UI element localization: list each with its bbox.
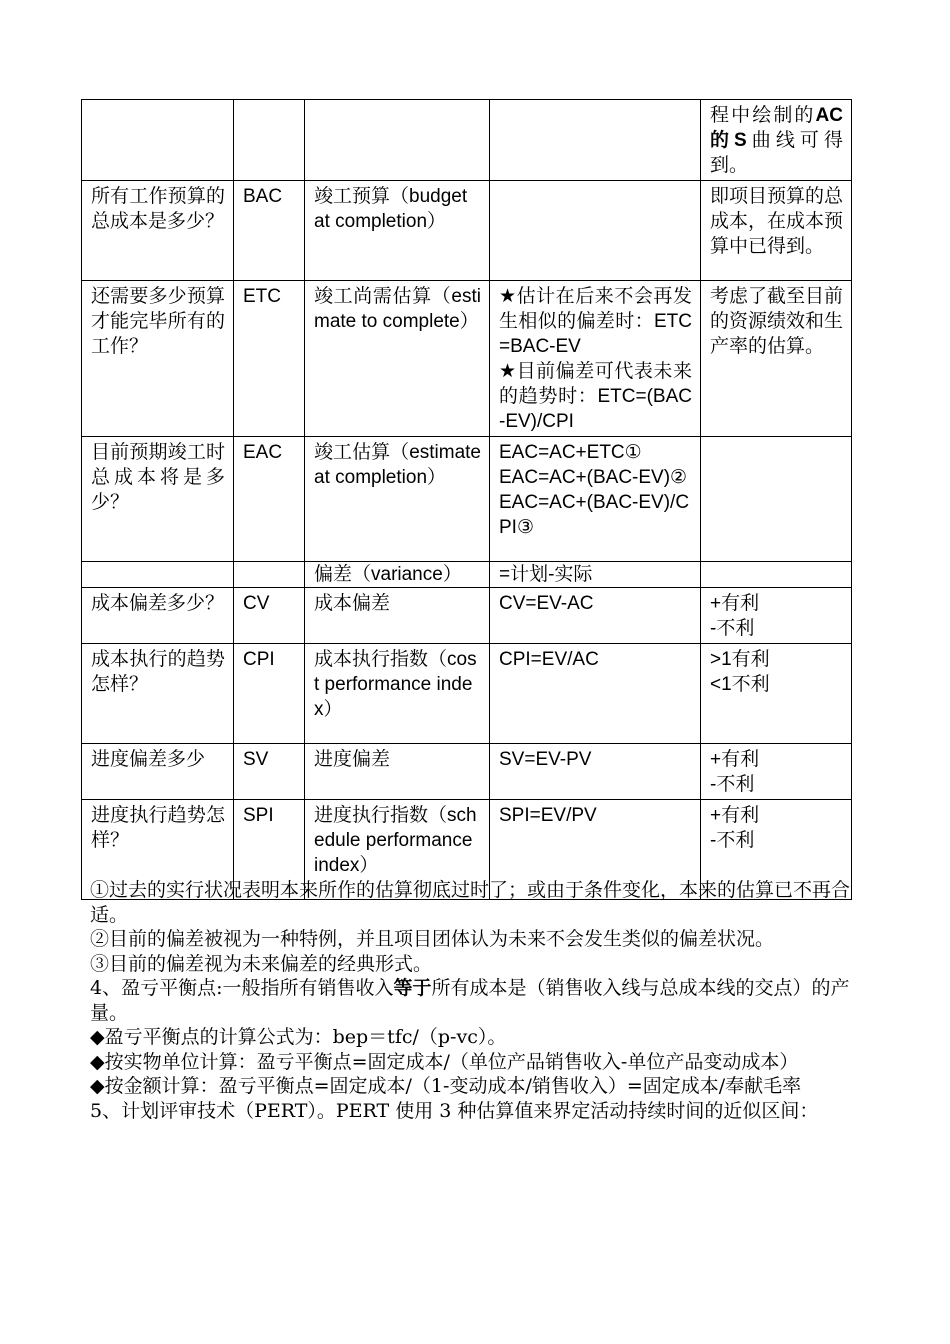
table-row xyxy=(82,744,852,800)
question-cell: 还需要多少预算才能完毕所有的工作？ xyxy=(82,281,234,437)
note-cell: 程中绘制的AC的S曲线可得到。 xyxy=(701,100,852,181)
formula-cell: CPI=EV/AC xyxy=(490,644,701,744)
table-row xyxy=(82,437,852,562)
term-cell: 竣工预算（budget at completion） xyxy=(305,181,490,281)
term-cell: 成本执行指数（cost performance index） xyxy=(305,644,490,744)
abbr-cell: SPI xyxy=(234,800,305,900)
formula-cell: SV=EV-PV xyxy=(490,744,701,800)
formula-cell: EAC=AC+ETC① EAC=AC+(BAC-EV)② EAC=AC+(BAC-EV)/CPI③ xyxy=(490,437,701,562)
table-row xyxy=(82,644,852,744)
term-cell: 竣工估算（estimate at completion） xyxy=(305,437,490,562)
term-cell: 进度偏差 xyxy=(305,744,490,800)
footnote-2: ②目前的偏差被视为一种特例，并且项目团体认为未来不会发生类似的偏差状况。 xyxy=(90,928,775,950)
question-cell: 所有工作预算的总成本是多少？ xyxy=(82,181,234,281)
note-cell: +有利 -不利 xyxy=(701,800,852,900)
question-cell: 进度偏差多少 xyxy=(82,744,234,800)
footnote-3: ③目前的偏差视为未来偏差的经典形式。 xyxy=(90,952,433,975)
formula-cell: =计划-实际 xyxy=(490,562,701,588)
formula-cell xyxy=(490,181,701,281)
bullet-unit-calc: ◆按实物单位计算：盈亏平衡点=固定成本/（单位产品销售收入-单位产品变动成本） xyxy=(90,1050,799,1073)
note-cell: 考虑了截至目前的资源绩效和生产率的估算。 xyxy=(701,281,852,437)
question-cell xyxy=(82,100,234,181)
break-even-bold: 等于 xyxy=(393,977,432,999)
question-cell: 目前预期竣工时总成本将是多少？ xyxy=(82,437,234,562)
table-row xyxy=(82,281,852,437)
term-cell: 偏差（variance） xyxy=(305,562,490,588)
note-cell: +有利 -不利 xyxy=(701,744,852,800)
abbr-cell: SV xyxy=(234,744,305,800)
term-cell: 竣工尚需估算（estimate to complete） xyxy=(305,281,490,437)
break-even-text-a: 4、盈亏平衡点:一般指所有销售收入 xyxy=(90,977,394,999)
note-cell: >1有利 <1不利 xyxy=(701,644,852,744)
abbr-cell xyxy=(234,100,305,181)
note-cell xyxy=(701,437,852,562)
notes-section xyxy=(90,878,860,1123)
table-row xyxy=(82,562,852,588)
note-cell: +有利 -不利 xyxy=(701,588,852,644)
term-cell: 进度执行指数（schedule performance index） xyxy=(305,800,490,900)
abbr-cell: BAC xyxy=(234,181,305,281)
abbr-cell: ETC xyxy=(234,281,305,437)
note-cell xyxy=(701,562,852,588)
bullet-amount-calc: ◆按金额计算：盈亏平衡点=固定成本/（1-变动成本/销售收入）=固定成本/奉献毛率 xyxy=(90,1075,802,1097)
abbr-cell xyxy=(234,562,305,588)
term-cell xyxy=(305,100,490,181)
formula-cell: ★估计在后来不会再发生相似的偏差时：ETC=BAC-EV ★目前偏差可代表未来的趋势时：ETC=(BAC-EV)/CPI xyxy=(490,281,701,437)
evm-table xyxy=(81,99,852,900)
table-row xyxy=(82,100,852,181)
paragraph-pert: 5、计划评审技术（PERT）。PERT 使用 3 种估算值来界定活动持续时间的近似区间： xyxy=(90,1099,819,1122)
table-row xyxy=(82,181,852,281)
abbr-cell: CPI xyxy=(234,644,305,744)
footnote-1: ①过去的实行状况表明本来所作的估算彻底过时了；或由于条件变化，本来的估算已不再合适。 xyxy=(90,879,851,926)
abbr-cell: CV xyxy=(234,588,305,644)
formula-cell: SPI=EV/PV xyxy=(490,800,701,900)
note-cell: 即项目预算的总成本，在成本预算中已得到。 xyxy=(701,181,852,281)
formula-cell xyxy=(490,100,701,181)
paragraph-break-even xyxy=(90,976,860,1025)
bold-fragment: AC的S xyxy=(710,105,843,151)
question-cell: 进度执行趋势怎样？ xyxy=(82,800,234,900)
formula-cell: CV=EV-AC xyxy=(490,588,701,644)
table-row xyxy=(82,588,852,644)
term-cell: 成本偏差 xyxy=(305,588,490,644)
bullet-formula: ◆盈亏平衡点的计算公式为：bep＝tfc/（p-vc）。 xyxy=(90,1026,507,1048)
abbr-cell: EAC xyxy=(234,437,305,562)
question-cell: 成本执行的趋势怎样？ xyxy=(82,644,234,744)
break-even-text-b: 所有成本是（销售收入线与总成本线的交点）的产量。 xyxy=(90,977,850,1024)
question-cell: 成本偏差多少？ xyxy=(82,588,234,644)
question-cell xyxy=(82,562,234,588)
